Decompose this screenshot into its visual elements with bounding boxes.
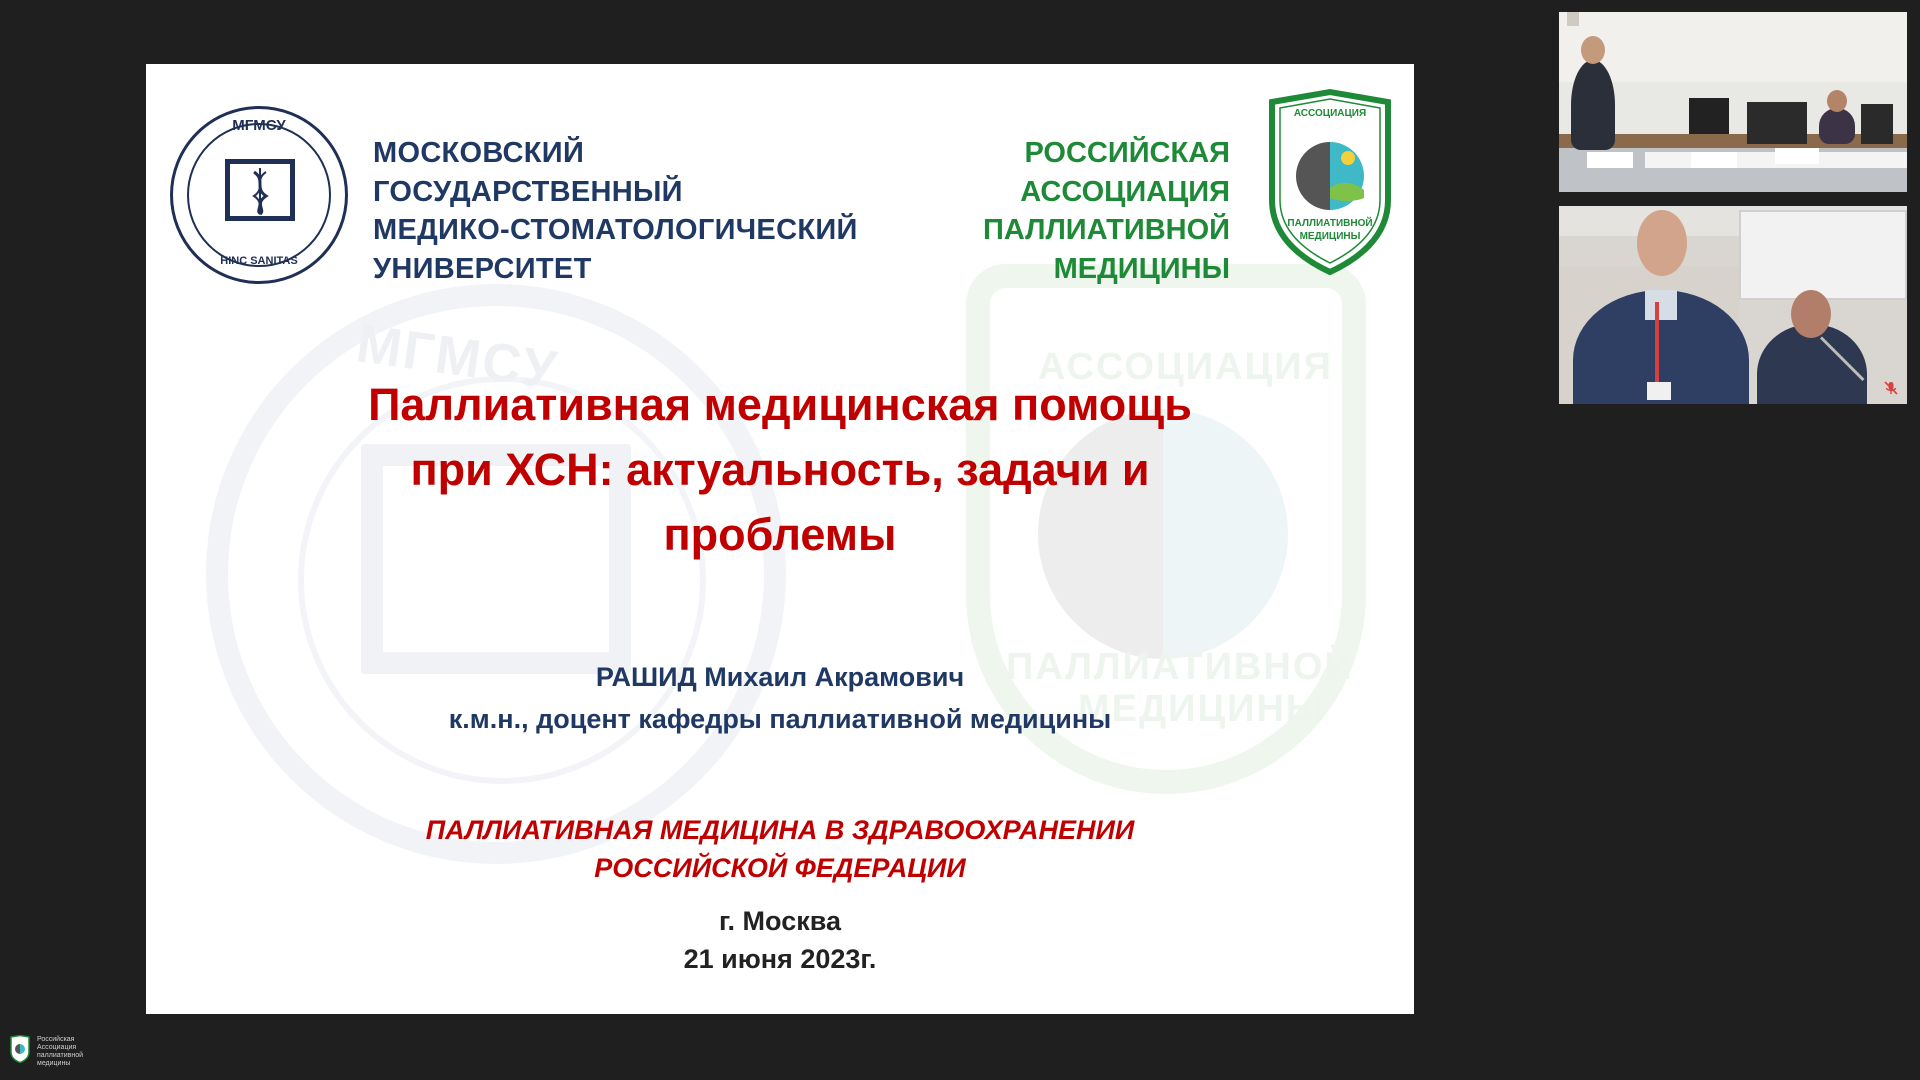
- university-name: [373, 134, 858, 288]
- monitor: [1747, 102, 1807, 144]
- shield-bottom-label-2: МЕДИЦИНЫ: [1299, 231, 1361, 242]
- footer-logo-text: [37, 1036, 83, 1068]
- person-seated-head: [1791, 290, 1831, 338]
- footer-logo-line: паллиативной: [37, 1052, 84, 1059]
- participant-video-speaker[interactable]: [1559, 206, 1907, 404]
- association-name: [930, 134, 1230, 288]
- shield-top-label: АССОЦИАЦИЯ: [1293, 108, 1367, 119]
- watermark-shield-bottom2: МЕДИЦИНЫ: [1078, 688, 1326, 730]
- university-line: МОСКОВСКИЙ: [373, 137, 585, 169]
- conference-line: РОССИЙСКОЙ ФЕДЕРАЦИИ: [594, 853, 966, 883]
- shield-bottom-label-1: ПАЛЛИАТИВНОЙ: [1287, 218, 1373, 229]
- name-plate: [1691, 152, 1737, 168]
- seal-top-label: МГМСУ: [232, 117, 286, 134]
- name-plate: [1775, 148, 1819, 164]
- person-head: [1827, 90, 1847, 112]
- mic-off-icon: [1883, 380, 1899, 396]
- speaker-collar: [1645, 290, 1677, 320]
- title-line: при ХСН: актуальность, задачи и: [410, 444, 1150, 495]
- university-line: ГОСУДАРСТВЕННЫЙ: [373, 175, 683, 208]
- projection-screen: [1739, 210, 1907, 300]
- speaker-block: [146, 656, 1414, 740]
- shared-slide: [146, 64, 1414, 1014]
- footer-logo-line: Российская: [37, 1036, 75, 1043]
- association-line: МЕДИЦИНЫ: [1053, 252, 1230, 285]
- room-window: [1567, 12, 1579, 26]
- association-line: АССОЦИАЦИЯ: [1020, 175, 1230, 208]
- person-standing: [1571, 60, 1615, 150]
- speaker-head: [1637, 210, 1687, 276]
- date: 21 июня 2023г.: [683, 944, 877, 974]
- title-line: Паллиативная медицинская помощь: [368, 379, 1192, 430]
- association-line: ПАЛЛИАТИВНОЙ: [982, 214, 1230, 246]
- badge: [1647, 382, 1671, 400]
- person-head: [1581, 36, 1605, 64]
- association-footer-logo: [10, 1035, 30, 1063]
- room-wall: [1559, 12, 1907, 82]
- speaker-name: РАШИД Михаил Акрамович: [595, 662, 965, 692]
- seal-bottom-label: HINC SANITAS: [220, 255, 298, 267]
- lanyard: [1655, 302, 1659, 384]
- footer-logo-line: Ассоциация: [37, 1044, 77, 1051]
- watermark-shield-top: АССОЦИАЦИЯ: [1038, 346, 1333, 388]
- footer-logo-line: медицины: [37, 1060, 71, 1067]
- chair: [1861, 104, 1893, 144]
- watermark-shield-bottom1: ПАЛЛИАТИВНОЙ: [1006, 646, 1354, 688]
- slide-title: [186, 372, 1374, 567]
- conference-line: ПАЛЛИАТИВНАЯ МЕДИЦИНА В ЗДРАВООХРАНЕНИИ: [425, 815, 1135, 845]
- participant-video-room[interactable]: [1559, 12, 1907, 192]
- place-date: [146, 902, 1414, 978]
- speaker-position: к.м.н., доцент кафедры паллиативной медицины: [448, 704, 1112, 734]
- book-dna-icon: [225, 159, 295, 221]
- university-line: УНИВЕРСИТЕТ: [373, 252, 592, 285]
- association-shield-logo: [1264, 88, 1396, 276]
- person-seated: [1819, 108, 1855, 144]
- monitor: [1689, 98, 1729, 134]
- association-line: РОССИЙСКАЯ: [1024, 137, 1230, 169]
- university-line: МЕДИКО-СТОМАТОЛОГИЧЕСКИЙ: [373, 214, 858, 246]
- watermark-seal-text: МГМСУ: [352, 313, 562, 401]
- name-plate: [1587, 152, 1633, 168]
- university-seal-logo: [170, 106, 348, 284]
- city: г. Москва: [719, 906, 841, 936]
- conference-name: [146, 811, 1414, 887]
- title-line: проблемы: [663, 509, 897, 560]
